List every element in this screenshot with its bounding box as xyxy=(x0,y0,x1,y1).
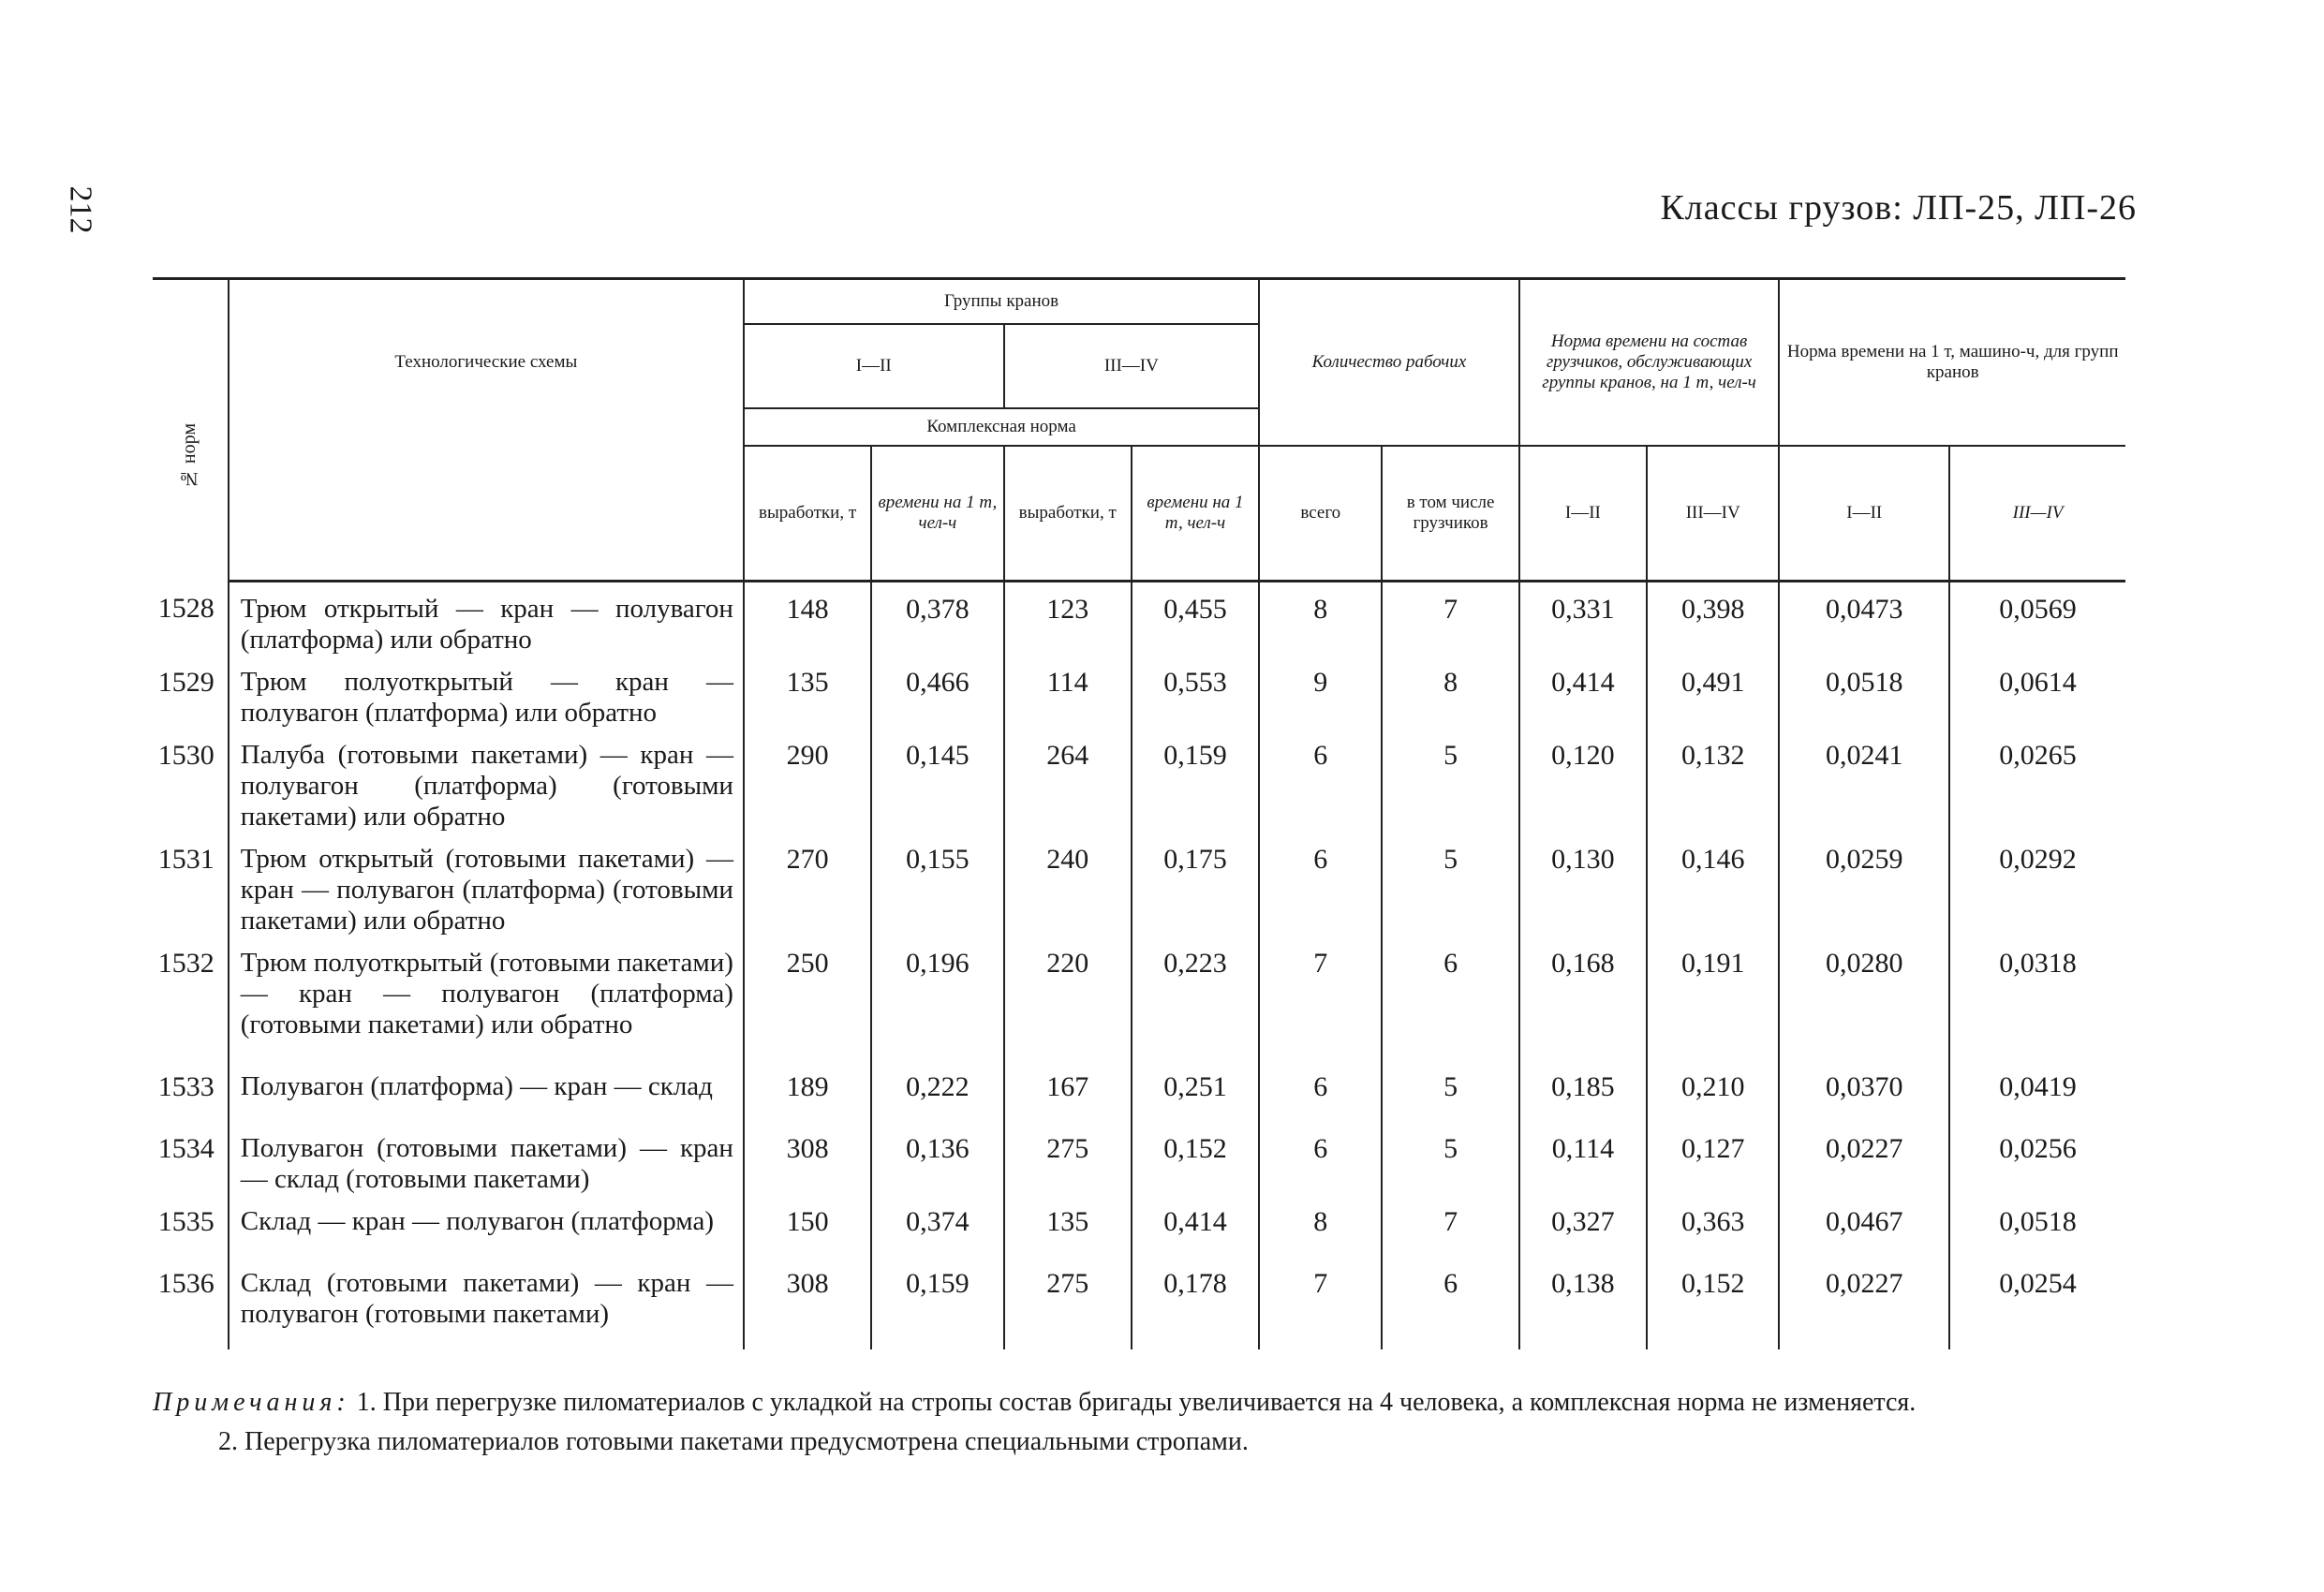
page-title: Классы грузов: ЛП-25, ЛП-26 xyxy=(1660,188,2137,228)
machine-norm-1-2: 0,0227 xyxy=(1779,1122,1949,1195)
loader-norm-1-2: 0,130 xyxy=(1519,833,1647,936)
table-row xyxy=(153,1257,2125,1349)
scheme-cell: Склад — кран — полувагон (платформа) xyxy=(229,1195,744,1257)
workers-loaders: 7 xyxy=(1382,582,1518,656)
output-3-4: 123 xyxy=(1004,582,1132,656)
machine-norm-1-2: 0,0280 xyxy=(1779,936,1949,1060)
workers-total: 6 xyxy=(1259,1122,1382,1195)
scheme-cell: Полувагон (платформа) — кран — склад xyxy=(229,1060,744,1122)
machine-norm-1-2: 0,0259 xyxy=(1779,833,1949,936)
output-3-4: 275 xyxy=(1004,1257,1132,1349)
notes xyxy=(153,1386,2110,1459)
workers-total: 8 xyxy=(1259,1195,1382,1257)
note-1-text: 1. При перегрузке пиломатериалов с укладкой на стропы состав бригады увеличивается на 4 человека, а комплексная норма не изменяется. xyxy=(356,1388,1917,1417)
table-row xyxy=(153,582,2125,656)
workers-total: 8 xyxy=(1259,582,1382,656)
workers-loaders: 6 xyxy=(1382,1257,1518,1349)
workers-loaders: 5 xyxy=(1382,1122,1518,1195)
machine-norm-1-2: 0,0241 xyxy=(1779,729,1949,833)
output-1-2: 135 xyxy=(744,656,871,729)
workers-loaders: 5 xyxy=(1382,729,1518,833)
loader-norm-1-2: 0,114 xyxy=(1519,1122,1647,1195)
loader-norm-3-4: 0,491 xyxy=(1647,656,1779,729)
time-3-4: 0,175 xyxy=(1132,833,1259,936)
complex-norm-header: Комплексная норма xyxy=(744,408,1259,446)
loader-norm-1-2-header: I—II xyxy=(1519,446,1647,582)
loader-norm-1-2: 0,327 xyxy=(1519,1195,1647,1257)
workers-loaders: 5 xyxy=(1382,1060,1518,1122)
output-1-2: 308 xyxy=(744,1122,871,1195)
machine-norm-3-4: 0,0265 xyxy=(1949,729,2125,833)
output-1-2: 150 xyxy=(744,1195,871,1257)
loader-norm-3-4: 0,363 xyxy=(1647,1195,1779,1257)
workers-total: 6 xyxy=(1259,729,1382,833)
workers-total: 7 xyxy=(1259,936,1382,1060)
time-1-2: 0,136 xyxy=(871,1122,1003,1195)
output-3-4: 240 xyxy=(1004,833,1132,936)
time-1-2: 0,466 xyxy=(871,656,1003,729)
time-1-2: 0,374 xyxy=(871,1195,1003,1257)
loader-norm-1-2: 0,414 xyxy=(1519,656,1647,729)
output-3-4: 114 xyxy=(1004,656,1132,729)
time-3-4: 0,178 xyxy=(1132,1257,1259,1349)
norm-number: 1530 xyxy=(157,740,215,771)
machine-norm-3-4: 0,0292 xyxy=(1949,833,2125,936)
machine-norm-1-2: 0,0370 xyxy=(1779,1060,1949,1122)
loader-norm-3-4: 0,210 xyxy=(1647,1060,1779,1122)
workers-total: 6 xyxy=(1259,833,1382,936)
output-1-2: 189 xyxy=(744,1060,871,1122)
table-row xyxy=(153,1195,2125,1257)
machine-norm-1-2: 0,0473 xyxy=(1779,582,1949,656)
time-1-2-header: времени на 1 т, чел-ч xyxy=(871,446,1003,582)
loader-norm-3-4: 0,191 xyxy=(1647,936,1779,1060)
group-1-2-header: I—II xyxy=(744,324,1004,408)
page-number: 212 xyxy=(63,185,98,234)
time-1-2: 0,222 xyxy=(871,1060,1003,1122)
loader-norm-3-4-header: III—IV xyxy=(1647,446,1779,582)
workers-total: 7 xyxy=(1259,1257,1382,1349)
scheme-cell: Склад (готовыми пакетами) — кран — полувагон (готовыми пакетами) xyxy=(229,1257,744,1349)
scheme-cell: Трюм полуоткрытый — кран — полувагон (платформа) или обратно xyxy=(229,656,744,729)
loader-norm-1-2: 0,168 xyxy=(1519,936,1647,1060)
workers-total-header: всего xyxy=(1259,446,1382,582)
output-1-2: 270 xyxy=(744,833,871,936)
loader-norm-1-2: 0,331 xyxy=(1519,582,1647,656)
machine-norm-1-2: 0,0467 xyxy=(1779,1195,1949,1257)
machine-norm-1-2: 0,0227 xyxy=(1779,1257,1949,1349)
table-row xyxy=(153,936,2125,1060)
norm-number: 1533 xyxy=(157,1071,215,1102)
time-1-2: 0,155 xyxy=(871,833,1003,936)
time-1-2: 0,196 xyxy=(871,936,1003,1060)
output-3-4: 275 xyxy=(1004,1122,1132,1195)
table-row xyxy=(153,1060,2125,1122)
machine-norm-3-4: 0,0256 xyxy=(1949,1122,2125,1195)
norm-number: 1528 xyxy=(157,592,215,624)
time-3-4: 0,159 xyxy=(1132,729,1259,833)
norm-number: 1531 xyxy=(157,844,215,875)
norm-number: 1532 xyxy=(157,948,215,979)
table-row xyxy=(153,833,2125,936)
loader-norm-1-2: 0,120 xyxy=(1519,729,1647,833)
norm-number: 1529 xyxy=(157,667,215,698)
output-1-2: 308 xyxy=(744,1257,871,1349)
output-1-2-header: выработки, т xyxy=(744,446,871,582)
loader-norm-3-4: 0,146 xyxy=(1647,833,1779,936)
crane-groups-header: Группы кранов xyxy=(744,279,1259,324)
time-1-2: 0,145 xyxy=(871,729,1003,833)
schemes-header: Технологические схемы xyxy=(229,279,744,446)
output-1-2: 290 xyxy=(744,729,871,833)
loader-norm-3-4: 0,398 xyxy=(1647,582,1779,656)
workers-total: 6 xyxy=(1259,1060,1382,1122)
output-1-2: 148 xyxy=(744,582,871,656)
workers-header: Количество рабочих xyxy=(1259,279,1519,446)
machine-norm-3-4-header: III—IV xyxy=(1949,446,2125,582)
scheme-cell: Полувагон (готовыми пакетами) — кран — склад (готовыми пакетами) xyxy=(229,1122,744,1195)
output-3-4-header: выработки, т xyxy=(1004,446,1132,582)
output-3-4: 220 xyxy=(1004,936,1132,1060)
loader-norm-3-4: 0,127 xyxy=(1647,1122,1779,1195)
note-2: 2. Перегрузка пиломатериалов готовыми пакетами предусмотрена специальными стропами. xyxy=(218,1427,1249,1456)
group-3-4-header: III—IV xyxy=(1004,324,1260,408)
time-3-4-header: времени на 1 т, чел-ч xyxy=(1132,446,1259,582)
time-3-4: 0,414 xyxy=(1132,1195,1259,1257)
output-3-4: 135 xyxy=(1004,1195,1132,1257)
loader-norm-1-2: 0,185 xyxy=(1519,1060,1647,1122)
workers-loaders: 5 xyxy=(1382,833,1518,936)
machine-norm-1-2: 0,0518 xyxy=(1779,656,1949,729)
machine-norm-3-4: 0,0569 xyxy=(1949,582,2125,656)
machine-norm-3-4: 0,0419 xyxy=(1949,1060,2125,1122)
machine-norm-header: Норма времени на 1 т, машино-ч, для групп кранов xyxy=(1779,279,2125,446)
machine-norm-3-4: 0,0318 xyxy=(1949,936,2125,1060)
output-1-2: 250 xyxy=(744,936,871,1060)
time-3-4: 0,223 xyxy=(1132,936,1259,1060)
norm-number: 1535 xyxy=(157,1206,215,1237)
table-row xyxy=(153,729,2125,833)
table-row xyxy=(153,1122,2125,1195)
machine-norm-1-2-header: I—II xyxy=(1779,446,1949,582)
norm-number: 1536 xyxy=(157,1268,215,1299)
time-3-4: 0,455 xyxy=(1132,582,1259,656)
time-1-2: 0,378 xyxy=(871,582,1003,656)
scheme-cell: Трюм открытый — кран — полувагон (платформа) или обратно xyxy=(229,582,744,656)
time-3-4: 0,152 xyxy=(1132,1122,1259,1195)
workers-total: 9 xyxy=(1259,656,1382,729)
loader-norm-3-4: 0,132 xyxy=(1647,729,1779,833)
workers-loaders: 6 xyxy=(1382,936,1518,1060)
machine-norm-3-4: 0,0254 xyxy=(1949,1257,2125,1349)
loader-norm-header: Норма времени на состав грузчиков, обслуживающих группы кранов, на 1 т, чел-ч xyxy=(1519,279,1780,446)
scheme-cell: Трюм открытый (готовыми пакетами) — кран — полувагон (платформа) (готовыми пакетами) или обратно xyxy=(229,833,744,936)
workers-loaders-header: в том числе грузчиков xyxy=(1382,446,1518,582)
workers-loaders: 7 xyxy=(1382,1195,1518,1257)
output-3-4: 264 xyxy=(1004,729,1132,833)
loader-norm-3-4: 0,152 xyxy=(1647,1257,1779,1349)
machine-norm-3-4: 0,0614 xyxy=(1949,656,2125,729)
norms-table xyxy=(153,277,2125,1349)
schemes-header-spacer xyxy=(229,446,744,582)
time-3-4: 0,251 xyxy=(1132,1060,1259,1122)
norm-number: 1534 xyxy=(157,1133,215,1164)
scheme-cell: Трюм полуоткрытый (готовыми пакетами) — кран — полувагон (платформа) (готовыми пакетами) или обратно xyxy=(229,936,744,1060)
machine-norm-3-4: 0,0518 xyxy=(1949,1195,2125,1257)
workers-loaders: 8 xyxy=(1382,656,1518,729)
note-1 xyxy=(153,1386,2110,1420)
time-1-2: 0,159 xyxy=(871,1257,1003,1349)
table-row xyxy=(153,656,2125,729)
output-3-4: 167 xyxy=(1004,1060,1132,1122)
norm-number-header: № норм xyxy=(179,422,200,489)
scheme-cell: Палуба (готовыми пакетами) — кран — полувагон (платформа) (готовыми пакетами) или обратно xyxy=(229,729,744,833)
notes-label: Примечания: xyxy=(153,1388,350,1417)
loader-norm-1-2: 0,138 xyxy=(1519,1257,1647,1349)
time-3-4: 0,553 xyxy=(1132,656,1259,729)
